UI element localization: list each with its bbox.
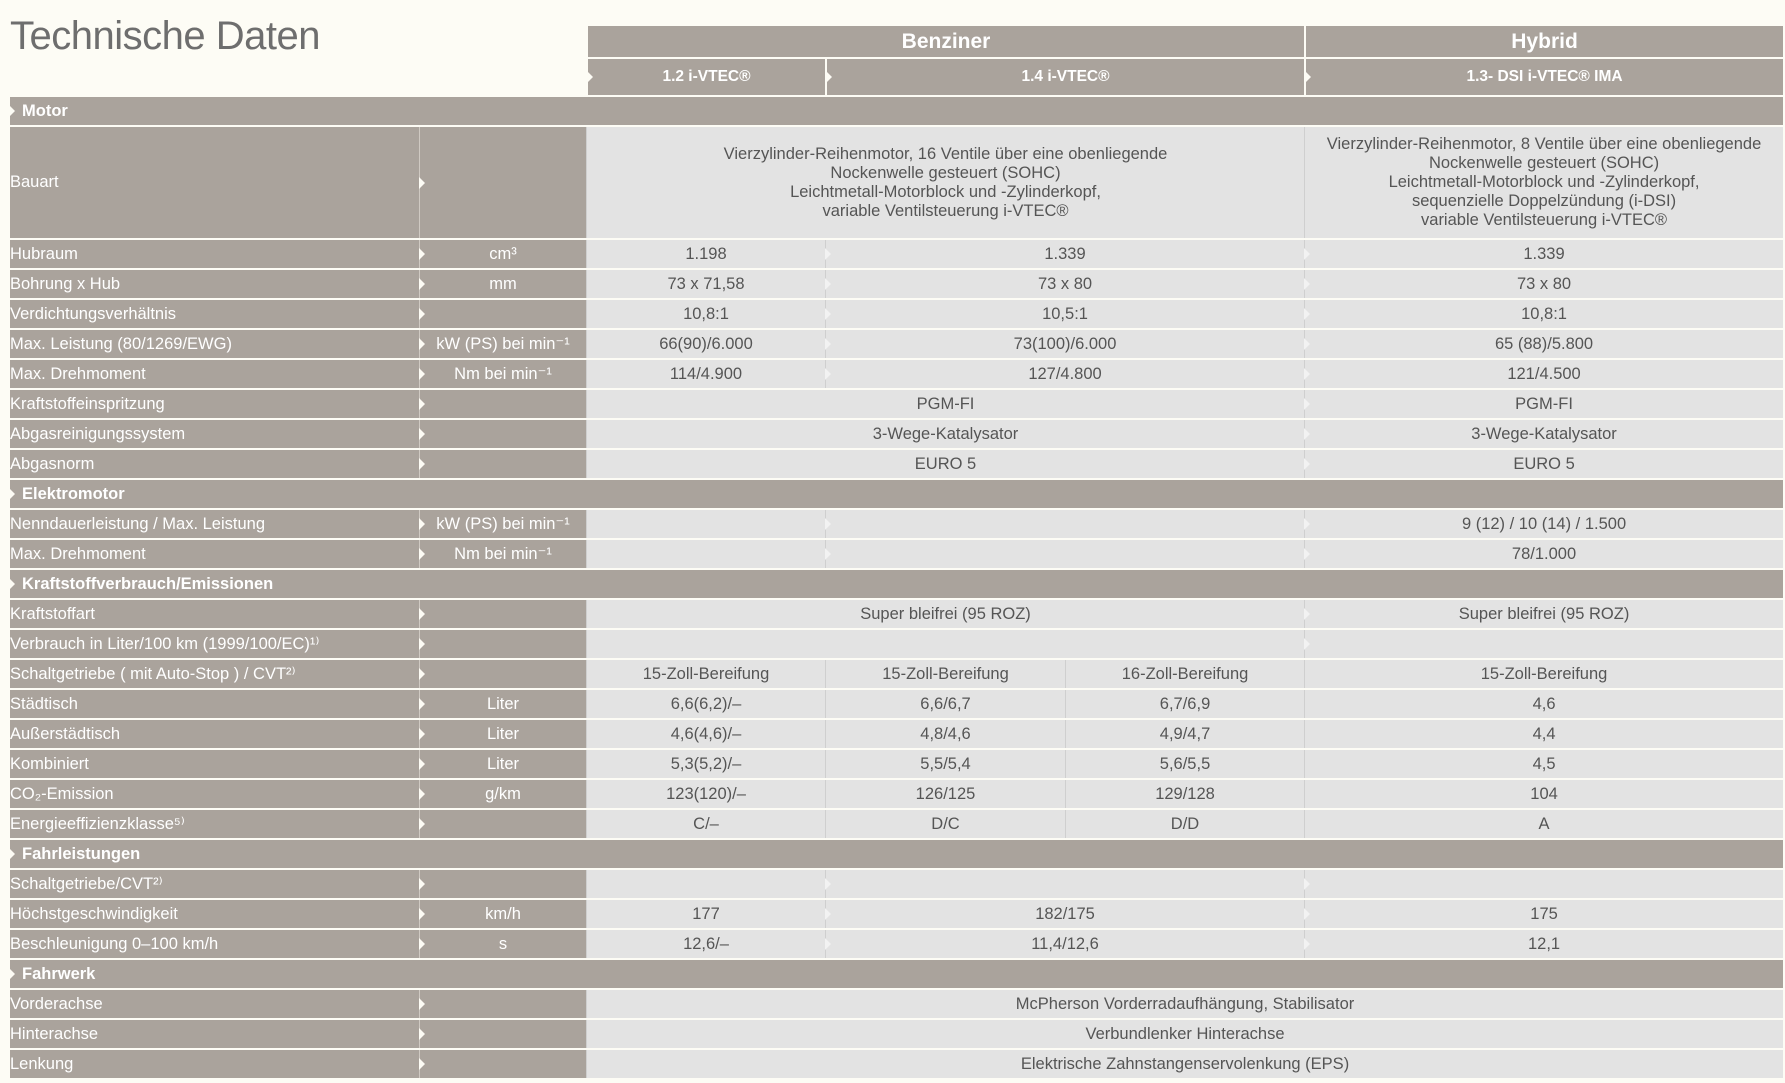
row-marker-icon — [1304, 518, 1310, 530]
row-unit — [419, 510, 586, 538]
value-cell: Verbundlenker Hinterachse — [586, 1020, 1783, 1048]
value-cell — [586, 870, 825, 898]
row-marker-icon — [419, 938, 425, 950]
row-label: Lenkung — [10, 1050, 419, 1078]
row-marker-icon — [419, 998, 425, 1010]
row-unit — [419, 930, 586, 958]
row-unit — [419, 360, 586, 388]
section-title: Fahrleistungen — [22, 844, 141, 863]
value-cell: 114/4.900 — [586, 360, 825, 388]
row-marker-icon — [419, 638, 425, 650]
row-marker-icon — [825, 518, 831, 530]
row-marker-icon — [419, 368, 425, 380]
value-cell — [825, 870, 1304, 898]
value-text: 1.339 — [1044, 244, 1086, 263]
row-unit — [419, 900, 586, 928]
row-marker-icon — [1304, 878, 1310, 890]
row-unit — [419, 630, 586, 658]
value-cell — [825, 300, 1304, 328]
value-cell: McPherson Vorderradaufhängung, Stabilisator — [586, 990, 1783, 1018]
value-cell — [1304, 450, 1783, 478]
row-label: Hinterachse — [10, 1020, 419, 1048]
row-unit — [419, 810, 586, 838]
row-hubraum — [10, 240, 1783, 268]
row-lenkung — [10, 1050, 1783, 1078]
row-marker-icon — [1304, 638, 1310, 650]
row-unit — [419, 240, 586, 268]
row-label: Höchstgeschwindigkeit — [10, 900, 419, 928]
bauart-benziner — [586, 127, 1304, 238]
value-cell: 1.198 — [586, 240, 825, 268]
row-unit — [419, 780, 586, 808]
value-cell: 4,6(4,6)/– — [586, 720, 825, 748]
row-marker-icon — [1304, 548, 1310, 560]
row-label: Verbrauch in Liter/100 km (1999/100/EC)¹⁾ — [10, 630, 419, 658]
row-label: Außerstädtisch — [10, 720, 419, 748]
value-cell: 15-Zoll-Bereifung — [825, 660, 1065, 688]
value-cell: 5,5/5,4 — [825, 750, 1065, 778]
value-text: 11,4/12,6 — [1031, 934, 1099, 953]
value-cell — [1304, 870, 1783, 898]
value-cell: 66(90)/6.000 — [586, 330, 825, 358]
value-cell: 12,6/– — [586, 930, 825, 958]
value-cell: A — [1304, 810, 1783, 838]
row-unit — [419, 1050, 586, 1078]
value-text: 1.339 — [1523, 244, 1565, 263]
value-cell — [825, 360, 1304, 388]
bauart-line: Vierzylinder-Reihenmotor, 8 Ventile über eine obenliegende — [1326, 135, 1762, 153]
row-bauart — [10, 127, 1783, 238]
row-marker-icon — [419, 338, 425, 350]
row-marker-icon — [419, 518, 425, 530]
unit-text: Liter — [486, 724, 520, 743]
value-cell — [825, 930, 1304, 958]
row-label: Kraftstoffeinspritzung — [10, 390, 419, 418]
row-ausserstaedtisch — [10, 720, 1783, 748]
value-cell: Super bleifrei (95 ROZ) — [586, 600, 1304, 628]
row-co2 — [10, 780, 1783, 808]
unit-text: Liter — [486, 694, 520, 713]
row-marker-icon — [587, 71, 593, 83]
value-cell: 15-Zoll-Bereifung — [1304, 660, 1783, 688]
value-cell — [825, 510, 1304, 538]
row-marker-icon — [1304, 398, 1310, 410]
row-label: Verdichtungsverhältnis — [10, 300, 419, 328]
row-verdichtung — [10, 300, 1783, 328]
group-header-row — [10, 26, 1783, 57]
section-marker-icon — [9, 968, 15, 980]
value-cell: 3-Wege-Katalysator — [586, 420, 1304, 448]
section-marker-icon — [9, 105, 15, 117]
unit-text: g/km — [485, 784, 521, 803]
row-marker-icon — [1304, 938, 1310, 950]
value-cell: 6,6/6,7 — [825, 690, 1065, 718]
row-marker-icon — [1304, 308, 1310, 320]
engine-hybrid-header — [1304, 59, 1783, 95]
engine-header-row — [10, 59, 1783, 95]
section-title: Motor — [22, 101, 68, 120]
row-label: Abgasnorm — [10, 450, 419, 478]
row-unit — [419, 390, 586, 418]
engine-1-2-header — [586, 59, 825, 95]
row-beschleunigung — [10, 930, 1783, 958]
unit-text: kW (PS) bei min⁻¹ — [436, 335, 570, 353]
row-unit — [419, 330, 586, 358]
section-title: Kraftstoffverbrauch/Emissionen — [22, 574, 274, 593]
value-cell: 16-Zoll-Bereifung — [1065, 660, 1304, 688]
value-cell — [1304, 300, 1783, 328]
bauart-line: Nockenwelle gesteuert (SOHC) — [830, 163, 1061, 182]
value-cell: 123(120)/– — [586, 780, 825, 808]
unit-text: kW (PS) bei min⁻¹ — [436, 515, 570, 533]
row-vorderachse — [10, 990, 1783, 1018]
unit-text: Liter — [486, 754, 520, 773]
row-bohrung — [10, 270, 1783, 298]
value-cell — [1304, 240, 1783, 268]
row-nenndauerleistung — [10, 510, 1783, 538]
engine-label: 1.3- DSI i-VTEC® IMA — [1466, 68, 1623, 85]
value-cell — [1304, 510, 1783, 538]
value-text: Super bleifrei (95 ROZ) — [1458, 604, 1630, 623]
value-text: PGM-FI — [1515, 394, 1573, 413]
value-text: EURO 5 — [1513, 454, 1575, 473]
value-cell: D/C — [825, 810, 1065, 838]
value-text: 175 — [1530, 904, 1558, 923]
value-text: 10,5:1 — [1042, 304, 1088, 323]
value-cell — [1304, 540, 1783, 568]
value-cell: C/– — [586, 810, 825, 838]
row-unit — [419, 990, 586, 1018]
row-marker-icon — [825, 308, 831, 320]
row-marker-icon — [1304, 608, 1310, 620]
row-marker-icon — [825, 338, 831, 350]
row-label: Schaltgetriebe ( mit Auto-Stop ) / CVT²⁾ — [10, 660, 419, 688]
row-label: Vorderachse — [10, 990, 419, 1018]
row-marker-icon — [419, 698, 425, 710]
row-marker-icon — [825, 248, 831, 260]
bauart-line: Nockenwelle gesteuert (SOHC) — [1428, 154, 1660, 172]
section-motor — [10, 97, 1783, 125]
row-label: Nenndauerleistung / Max. Leistung — [10, 510, 419, 538]
row-marker-icon — [419, 908, 425, 920]
row-unit — [419, 660, 586, 688]
row-label: Max. Drehmoment — [10, 540, 419, 568]
bauart-line: Vierzylinder-Reihenmotor, 16 Ventile über eine obenliegende — [723, 144, 1168, 163]
value-cell — [586, 630, 1304, 658]
value-cell — [1304, 630, 1783, 658]
row-marker-icon — [419, 308, 425, 320]
value-text: 121/4.500 — [1507, 364, 1581, 383]
value-text: 12,1 — [1527, 934, 1561, 953]
row-marker-icon — [419, 248, 425, 260]
section-marker-icon — [9, 578, 15, 590]
row-marker-icon — [419, 878, 425, 890]
value-cell: D/D — [1065, 810, 1304, 838]
value-cell — [1304, 360, 1783, 388]
value-text: 65 (88)/5.800 — [1494, 334, 1594, 353]
row-label: Max. Leistung (80/1269/EWG) — [10, 330, 419, 358]
row-marker-icon — [419, 428, 425, 440]
value-cell — [825, 270, 1304, 298]
row-marker-icon — [419, 458, 425, 470]
value-cell: 4,9/4,7 — [1065, 720, 1304, 748]
section-elektromotor — [10, 480, 1783, 508]
row-marker-icon — [1304, 278, 1310, 290]
bauart-line: Leichtmetall-Motorblock und -Zylinderkopf, — [1388, 173, 1700, 191]
value-cell: 5,6/5,5 — [1065, 750, 1304, 778]
section-title: Elektromotor — [22, 484, 125, 503]
row-marker-icon — [825, 278, 831, 290]
bauart-line: variable Ventilsteuerung i-VTEC® — [822, 201, 1069, 220]
row-effizienz — [10, 810, 1783, 838]
bauart-hybrid — [1304, 127, 1783, 238]
value-text: 127/4.800 — [1028, 364, 1102, 383]
row-abgasnorm — [10, 450, 1783, 478]
row-unit — [419, 420, 586, 448]
unit-text: cm³ — [489, 244, 517, 263]
row-marker-icon — [419, 548, 425, 560]
row-unit — [419, 690, 586, 718]
row-marker-icon — [419, 398, 425, 410]
value-cell: 6,6(6,2)/– — [586, 690, 825, 718]
value-cell — [1304, 420, 1783, 448]
row-marker-icon — [825, 878, 831, 890]
value-cell: 177 — [586, 900, 825, 928]
value-cell: 104 — [1304, 780, 1783, 808]
row-label: CO₂-Emission — [10, 780, 419, 808]
value-cell: 73 x 71,58 — [586, 270, 825, 298]
row-fl-schaltgetriebe — [10, 870, 1783, 898]
engine-label: 1.4 i-VTEC® — [1021, 68, 1110, 85]
row-unit — [419, 450, 586, 478]
row-label: Abgasreinigungssystem — [10, 420, 419, 448]
row-label: Bohrung x Hub — [10, 270, 419, 298]
row-marker-icon — [1304, 338, 1310, 350]
value-text: 73 x 80 — [1516, 274, 1572, 293]
value-text: 3-Wege-Katalysator — [1471, 424, 1617, 443]
row-label: Städtisch — [10, 690, 419, 718]
row-verbrauch-header — [10, 630, 1783, 658]
value-cell: 4,8/4,6 — [825, 720, 1065, 748]
row-kraftstoffart — [10, 600, 1783, 628]
row-unit — [419, 870, 586, 898]
row-marker-icon — [1304, 248, 1310, 260]
row-marker-icon — [1305, 71, 1311, 83]
value-cell — [1304, 600, 1783, 628]
value-cell — [586, 540, 825, 568]
row-marker-icon — [1304, 908, 1310, 920]
row-marker-icon — [419, 278, 425, 290]
row-label: Beschleunigung 0–100 km/h — [10, 930, 419, 958]
row-schaltgetriebe — [10, 660, 1783, 688]
value-cell — [1304, 930, 1783, 958]
value-cell — [1304, 390, 1783, 418]
group-hybrid: Hybrid — [1304, 26, 1783, 57]
row-marker-icon — [419, 758, 425, 770]
value-text: 78/1.000 — [1511, 544, 1577, 563]
value-cell: 6,7/6,9 — [1065, 690, 1304, 718]
value-cell: 15-Zoll-Bereifung — [586, 660, 825, 688]
row-abgasreinigung — [10, 420, 1783, 448]
value-cell — [586, 510, 825, 538]
value-cell: PGM-FI — [586, 390, 1304, 418]
section-marker-icon — [9, 848, 15, 860]
row-unit — [419, 300, 586, 328]
value-text: 10,8:1 — [1521, 304, 1567, 323]
page-title: Technische Daten — [10, 14, 320, 58]
value-cell — [1304, 270, 1783, 298]
value-cell: 5,3(5,2)/– — [586, 750, 825, 778]
value-cell — [825, 900, 1304, 928]
row-marker-icon — [419, 788, 425, 800]
row-elektro-drehmoment — [10, 540, 1783, 568]
unit-text: s — [498, 934, 508, 953]
row-marker-icon — [825, 938, 831, 950]
value-cell: EURO 5 — [586, 450, 1304, 478]
header-blank — [10, 26, 586, 57]
section-verbrauch — [10, 570, 1783, 598]
row-marker-icon — [1304, 458, 1310, 470]
value-text: 182/175 — [1035, 904, 1095, 923]
value-cell: 129/128 — [1065, 780, 1304, 808]
row-marker-icon — [419, 818, 425, 830]
bauart-line: Leichtmetall-Motorblock und -Zylinderkopf, — [790, 182, 1101, 201]
row-unit — [419, 270, 586, 298]
row-unit — [419, 750, 586, 778]
bauart-line: variable Ventilsteuerung i-VTEC® — [1421, 211, 1668, 229]
row-unit — [419, 540, 586, 568]
row-staedtisch — [10, 690, 1783, 718]
row-marker-icon — [825, 908, 831, 920]
value-text: 73 x 80 — [1037, 274, 1093, 293]
row-marker-icon — [825, 368, 831, 380]
engine-1-4-header — [825, 59, 1304, 95]
row-hoechstgeschwindigkeit — [10, 900, 1783, 928]
value-text: 9 (12) / 10 (14) / 1.500 — [1461, 514, 1627, 533]
row-marker-icon — [1304, 428, 1310, 440]
value-cell: 4,4 — [1304, 720, 1783, 748]
row-label: Energieeffizienzklasse⁵⁾ — [10, 810, 419, 838]
value-text: 73(100)/6.000 — [1013, 334, 1117, 353]
unit-text: Nm bei min⁻¹ — [454, 545, 552, 563]
row-marker-icon — [825, 548, 831, 560]
row-marker-icon — [1304, 368, 1310, 380]
value-cell: 126/125 — [825, 780, 1065, 808]
engine-label: 1.2 i-VTEC® — [662, 68, 751, 85]
row-marker-icon — [826, 71, 832, 83]
row-marker-icon — [419, 728, 425, 740]
row-label: Schaltgetriebe/CVT²⁾ — [10, 870, 419, 898]
row-marker-icon — [419, 668, 425, 680]
value-cell: 4,6 — [1304, 690, 1783, 718]
value-cell — [825, 540, 1304, 568]
row-unit — [419, 127, 586, 238]
value-cell — [825, 240, 1304, 268]
row-label: Hubraum — [10, 240, 419, 268]
unit-text: mm — [489, 274, 517, 293]
header-blank — [10, 59, 586, 95]
row-einspritzung — [10, 390, 1783, 418]
row-unit — [419, 600, 586, 628]
unit-text: Nm bei min⁻¹ — [454, 365, 552, 383]
row-marker-icon — [419, 1028, 425, 1040]
row-label: Max. Drehmoment — [10, 360, 419, 388]
value-cell — [1304, 900, 1783, 928]
value-cell: 10,8:1 — [586, 300, 825, 328]
section-marker-icon — [9, 488, 15, 500]
row-drehmoment — [10, 360, 1783, 388]
section-fahrleistungen — [10, 840, 1783, 868]
row-label: Kraftstoffart — [10, 600, 419, 628]
value-cell: 4,5 — [1304, 750, 1783, 778]
unit-text: km/h — [485, 904, 521, 923]
row-marker-icon — [419, 177, 425, 189]
row-hinterachse — [10, 1020, 1783, 1048]
group-benziner: Benziner — [586, 26, 1304, 57]
row-label: Bauart — [10, 127, 419, 238]
value-cell — [825, 330, 1304, 358]
bauart-line: sequenzielle Doppelzündung (i-DSI) — [1411, 192, 1677, 210]
section-title: Fahrwerk — [22, 964, 96, 983]
row-marker-icon — [419, 608, 425, 620]
row-unit — [419, 1020, 586, 1048]
spec-table — [10, 24, 1783, 1080]
row-label: Kombiniert — [10, 750, 419, 778]
row-unit — [419, 720, 586, 748]
section-fahrwerk — [10, 960, 1783, 988]
value-cell: Elektrische Zahnstangenservolenkung (EPS) — [586, 1050, 1783, 1078]
value-cell — [1304, 330, 1783, 358]
row-marker-icon — [419, 1058, 425, 1070]
row-kombiniert — [10, 750, 1783, 778]
row-leistung — [10, 330, 1783, 358]
